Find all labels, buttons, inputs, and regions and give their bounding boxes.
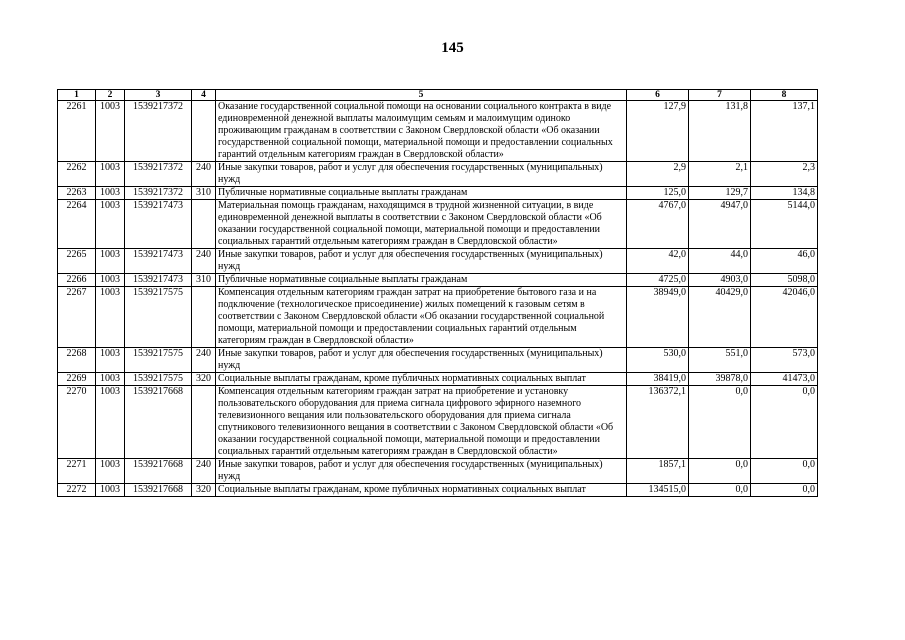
target-article-cell: 1539217473 bbox=[125, 249, 192, 274]
header-cell: 2 bbox=[96, 90, 125, 101]
row-number-cell: 2269 bbox=[58, 373, 96, 386]
amount-year1-cell: 42,0 bbox=[627, 249, 689, 274]
target-article-cell: 1539217575 bbox=[125, 373, 192, 386]
amount-year3-cell: 46,0 bbox=[751, 249, 818, 274]
target-article-cell: 1539217372 bbox=[125, 187, 192, 200]
description-cell: Социальные выплаты гражданам, кроме публичных нормативных социальных выплат bbox=[216, 484, 627, 497]
table-row bbox=[58, 249, 818, 274]
target-article-cell: 1539217473 bbox=[125, 274, 192, 287]
amount-year2-cell: 0,0 bbox=[689, 386, 751, 459]
section-code-cell: 1003 bbox=[96, 348, 125, 373]
row-number-cell: 2261 bbox=[58, 101, 96, 162]
amount-year2-cell: 0,0 bbox=[689, 459, 751, 484]
description-cell: Компенсация отдельным категориям граждан затрат на приобретение и установку пользовательского оборудования для приема сигнала цифрового эфирного наземного телевизионного вещания или пользовательского оборудования для приема сигнала спутникового телевизионного вещания в соответствии с Законом Свердловской области «Об оказании государственной социальной помощи, материальной помощи и предоставлении социальных гарантий отдельным категориям граждан в Свердловской области» bbox=[216, 386, 627, 459]
expense-type-cell: 240 bbox=[192, 162, 216, 187]
table-row bbox=[58, 459, 818, 484]
amount-year2-cell: 44,0 bbox=[689, 249, 751, 274]
section-code-cell: 1003 bbox=[96, 287, 125, 348]
target-article-cell: 1539217473 bbox=[125, 200, 192, 249]
row-number-cell: 2268 bbox=[58, 348, 96, 373]
section-code-cell: 1003 bbox=[96, 162, 125, 187]
budget-table bbox=[57, 89, 818, 497]
header-cell: 7 bbox=[689, 90, 751, 101]
header-row bbox=[58, 90, 818, 101]
row-number-cell: 2263 bbox=[58, 187, 96, 200]
amount-year3-cell: 0,0 bbox=[751, 386, 818, 459]
expense-type-cell bbox=[192, 386, 216, 459]
page-number: 145 bbox=[441, 40, 464, 56]
description-cell: Иные закупки товаров, работ и услуг для обеспечения государственных (муниципальных) нужд bbox=[216, 348, 627, 373]
description-cell: Материальная помощь гражданам, находящимся в трудной жизненной ситуации, в виде единовременной денежной выплаты в соответствии с Законом Свердловской области «Об оказании государственной социальной помощи, материальной помощи и предоставлении социальных гарантий отдельным категориям граждан в Свердловской области» bbox=[216, 200, 627, 249]
amount-year1-cell: 38949,0 bbox=[627, 287, 689, 348]
description-cell: Оказание государственной социальной помощи на основании социального контракта в виде единовременной денежной выплаты малоимущим семьям и малоимущим одиноко проживающим гражданам в соответствии с Законом Свердловской области «Об оказании государственной социальной помощи, материальной помощи и предоставлении социальных гарантий отдельным категориям граждан в Свердловской области» bbox=[216, 101, 627, 162]
description-cell: Иные закупки товаров, работ и услуг для обеспечения государственных (муниципальных) нужд bbox=[216, 459, 627, 484]
expense-type-cell: 240 bbox=[192, 459, 216, 484]
amount-year3-cell: 134,8 bbox=[751, 187, 818, 200]
amount-year3-cell: 137,1 bbox=[751, 101, 818, 162]
amount-year2-cell: 40429,0 bbox=[689, 287, 751, 348]
table-row bbox=[58, 348, 818, 373]
amount-year1-cell: 136372,1 bbox=[627, 386, 689, 459]
amount-year3-cell: 42046,0 bbox=[751, 287, 818, 348]
row-number-cell: 2265 bbox=[58, 249, 96, 274]
row-number-cell: 2272 bbox=[58, 484, 96, 497]
amount-year2-cell: 2,1 bbox=[689, 162, 751, 187]
amount-year2-cell: 551,0 bbox=[689, 348, 751, 373]
section-code-cell: 1003 bbox=[96, 386, 125, 459]
description-cell: Иные закупки товаров, работ и услуг для обеспечения государственных (муниципальных) нужд bbox=[216, 249, 627, 274]
row-number-cell: 2262 bbox=[58, 162, 96, 187]
header-cell: 1 bbox=[58, 90, 96, 101]
amount-year3-cell: 573,0 bbox=[751, 348, 818, 373]
expense-type-cell bbox=[192, 200, 216, 249]
table-row bbox=[58, 484, 818, 497]
expense-type-cell: 240 bbox=[192, 348, 216, 373]
target-article-cell: 1539217668 bbox=[125, 386, 192, 459]
amount-year3-cell: 5144,0 bbox=[751, 200, 818, 249]
section-code-cell: 1003 bbox=[96, 459, 125, 484]
table-row bbox=[58, 373, 818, 386]
expense-type-cell bbox=[192, 101, 216, 162]
amount-year1-cell: 1857,1 bbox=[627, 459, 689, 484]
target-article-cell: 1539217575 bbox=[125, 287, 192, 348]
table-row bbox=[58, 287, 818, 348]
section-code-cell: 1003 bbox=[96, 101, 125, 162]
amount-year1-cell: 4725,0 bbox=[627, 274, 689, 287]
description-cell: Иные закупки товаров, работ и услуг для обеспечения государственных (муниципальных) нужд bbox=[216, 162, 627, 187]
expense-type-cell: 240 bbox=[192, 249, 216, 274]
amount-year2-cell: 39878,0 bbox=[689, 373, 751, 386]
row-number-cell: 2267 bbox=[58, 287, 96, 348]
header-cell: 8 bbox=[751, 90, 818, 101]
section-code-cell: 1003 bbox=[96, 249, 125, 274]
expense-type-cell: 320 bbox=[192, 373, 216, 386]
description-cell: Социальные выплаты гражданам, кроме публичных нормативных социальных выплат bbox=[216, 373, 627, 386]
amount-year3-cell: 0,0 bbox=[751, 484, 818, 497]
header-cell: 4 bbox=[192, 90, 216, 101]
header-cell: 6 bbox=[627, 90, 689, 101]
expense-type-cell: 310 bbox=[192, 274, 216, 287]
section-code-cell: 1003 bbox=[96, 484, 125, 497]
amount-year2-cell: 4903,0 bbox=[689, 274, 751, 287]
amount-year1-cell: 127,9 bbox=[627, 101, 689, 162]
amount-year2-cell: 129,7 bbox=[689, 187, 751, 200]
amount-year2-cell: 4947,0 bbox=[689, 200, 751, 249]
amount-year3-cell: 41473,0 bbox=[751, 373, 818, 386]
description-cell: Компенсация отдельным категориям граждан затрат на приобретение бытового газа и на подключение (технологическое присоединение) жилых помещений к газовым сетям в соответствии с Законом Свердловской области «Об оказании государственной социальной помощи, материальной помощи и предоставлении социальных гарантий отдельным категориям граждан в Свердловской области» bbox=[216, 287, 627, 348]
table-row bbox=[58, 386, 818, 459]
table-row bbox=[58, 274, 818, 287]
amount-year1-cell: 134515,0 bbox=[627, 484, 689, 497]
row-number-cell: 2266 bbox=[58, 274, 96, 287]
expense-type-cell bbox=[192, 287, 216, 348]
amount-year1-cell: 4767,0 bbox=[627, 200, 689, 249]
expense-type-cell: 320 bbox=[192, 484, 216, 497]
target-article-cell: 1539217575 bbox=[125, 348, 192, 373]
row-number-cell: 2264 bbox=[58, 200, 96, 249]
target-article-cell: 1539217668 bbox=[125, 459, 192, 484]
table-row bbox=[58, 200, 818, 249]
description-cell: Публичные нормативные социальные выплаты гражданам bbox=[216, 274, 627, 287]
amount-year1-cell: 125,0 bbox=[627, 187, 689, 200]
table-row bbox=[58, 187, 818, 200]
amount-year3-cell: 0,0 bbox=[751, 459, 818, 484]
section-code-cell: 1003 bbox=[96, 200, 125, 249]
section-code-cell: 1003 bbox=[96, 274, 125, 287]
section-code-cell: 1003 bbox=[96, 187, 125, 200]
target-article-cell: 1539217372 bbox=[125, 101, 192, 162]
table-row bbox=[58, 162, 818, 187]
amount-year3-cell: 5098,0 bbox=[751, 274, 818, 287]
row-number-cell: 2270 bbox=[58, 386, 96, 459]
amount-year1-cell: 38419,0 bbox=[627, 373, 689, 386]
amount-year1-cell: 2,9 bbox=[627, 162, 689, 187]
header-cell: 3 bbox=[125, 90, 192, 101]
target-article-cell: 1539217668 bbox=[125, 484, 192, 497]
description-cell: Публичные нормативные социальные выплаты гражданам bbox=[216, 187, 627, 200]
table-row bbox=[58, 101, 818, 162]
amount-year2-cell: 0,0 bbox=[689, 484, 751, 497]
section-code-cell: 1003 bbox=[96, 373, 125, 386]
row-number-cell: 2271 bbox=[58, 459, 96, 484]
expense-type-cell: 310 bbox=[192, 187, 216, 200]
amount-year1-cell: 530,0 bbox=[627, 348, 689, 373]
amount-year3-cell: 2,3 bbox=[751, 162, 818, 187]
header-cell: 5 bbox=[216, 90, 627, 101]
target-article-cell: 1539217372 bbox=[125, 162, 192, 187]
amount-year2-cell: 131,8 bbox=[689, 101, 751, 162]
